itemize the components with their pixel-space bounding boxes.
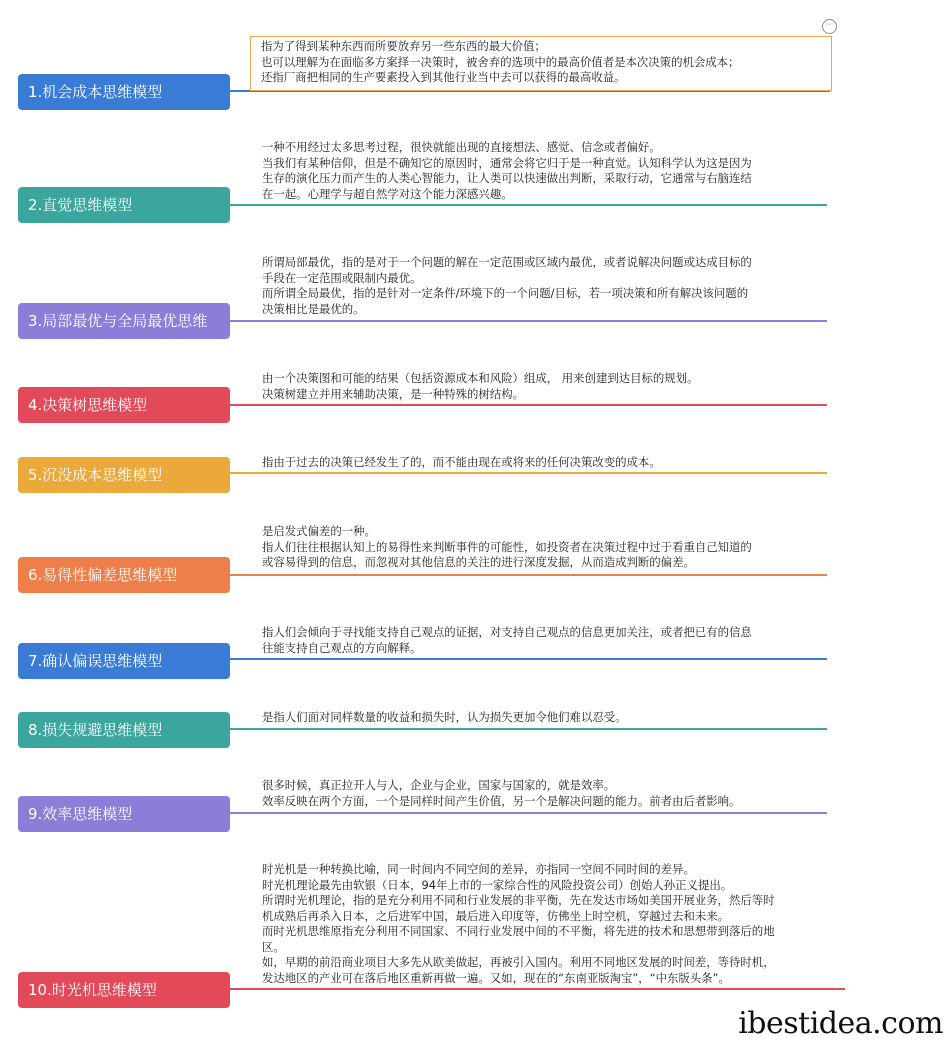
topic-node-7[interactable]: 7.确认偏误思维模型 [18, 643, 230, 679]
connector-line [230, 320, 827, 322]
description-line: 指人们会倾向于寻找能支持自己观点的证据，对支持自己观点的信息更加关注，或者把已有的信息 [262, 625, 752, 639]
connector-line [230, 204, 827, 206]
connector-line [230, 988, 845, 990]
description-line: 是指人们面对同样数量的收益和损失时，认为损失更加令他们难以忍受。 [262, 710, 627, 724]
description-line: 决策树建立并用来辅助决策，是一种特殊的树结构。 [262, 386, 524, 401]
description-line: 往能支持自己观点的方向解释。 [262, 640, 422, 655]
description-line: 机成熟后再杀入日本，之后进军中国，最后进入印度等，仿佛坐上时空机，穿越过去和未来。 [262, 908, 730, 923]
topic-node-6[interactable]: 6.易得性偏差思维模型 [18, 557, 230, 593]
connector-line [230, 404, 827, 406]
description-line: 效率反映在两个方面，一个是同样时间产生价值，另一个是解决问题的能力。前者由后者影响。 [262, 793, 741, 808]
description-line: 由一个决策图和可能的结果（包括资源成本和风险）组成， 用来创建到达目标的规划。 [262, 371, 699, 385]
topic-node-1[interactable]: 1.机会成本思维模型 [18, 74, 230, 110]
topic-description-5 [262, 455, 827, 471]
description-line: 还指厂商把相同的生产要素投入到其他行业当中去可以获得的最高收益。 [261, 70, 626, 84]
description-line: 如，早期的前沿商业项目大多先从欧美做起，再被引入国内。利用不同地区发展的时间差，等待时机， [262, 955, 775, 969]
topic-node-3[interactable]: 3.局部最优与全局最优思维 [18, 303, 230, 339]
description-line: 而所谓全局最优，指的是针对一定条件/环境下的一个问题/目标，若一项决策和所有解决该问题的 [262, 286, 749, 300]
description-line: 时光机是一种转换比喻，同一时间内不同空间的差异，亦指同一空间不同时间的差异。 [262, 862, 695, 876]
topic-description-3 [262, 255, 827, 317]
connector-line [230, 658, 827, 660]
description-line: 在一起。心理学与超自然学对这个能力深感兴趣。 [262, 186, 513, 201]
topic-description-2 [262, 140, 827, 202]
topic-node-9[interactable]: 9.效率思维模型 [18, 796, 230, 832]
connector-line [230, 812, 827, 814]
topic-description-4 [262, 371, 827, 402]
connector-line [230, 574, 827, 576]
topic-description-7 [262, 625, 827, 656]
description-line: 一种不用经过太多思考过程，很快就能出现的直接想法、感觉、信念或者偏好。 [262, 140, 661, 154]
description-line: 或容易得到的信息，而忽视对其他信息的关注的进行深度发掘，从而造成判断的偏差。 [262, 555, 695, 569]
description-line: 很多时候，真正拉开人与人，企业与企业，国家与国家的，就是效率。 [262, 778, 616, 792]
description-line: 决策相比是最优的。 [262, 301, 365, 316]
topic-description-1[interactable] [250, 36, 832, 91]
connector-line [230, 472, 827, 474]
description-line: 所谓局部最优，指的是对于一个问题的解在一定范围或区域内最优，或者说解决问题或达成目标的 [262, 255, 752, 269]
comment-icon[interactable]: ··· [822, 19, 837, 34]
watermark: ibestidea.com [738, 1006, 943, 1041]
description-line: 区。 [262, 939, 285, 954]
topic-description-8 [262, 710, 827, 726]
description-line: 手段在一定范围或限制内最优。 [262, 270, 422, 285]
description-line: 是启发式偏差的一种。 [262, 524, 376, 538]
description-line: 当我们有某种信仰，但是不确知它的原因时，通常会将它归于是一种直觉。认知科学认为这是因为 [262, 155, 752, 170]
description-line: 发达地区的产业可在落后地区重新再做一遍。又如，现在的“东南亚版淘宝”，“中东版头条”。 [262, 970, 730, 985]
topic-node-8[interactable]: 8.损失规避思维模型 [18, 712, 230, 748]
topic-node-10[interactable]: 10.时光机思维模型 [18, 972, 230, 1008]
topic-description-10 [262, 862, 827, 986]
description-line: 指由于过去的决策已经发生了的，而不能由现在或将来的任何决策改变的成本。 [262, 455, 661, 469]
description-line: 也可以理解为在面临多方案择一决策时，被舍弃的选项中的最高价值者是本次决策的机会成本； [261, 54, 740, 69]
connector-line [230, 728, 827, 730]
description-line: 时光机理论最先由软银（日本，94年上市的一家综合性的风险投资公司）创始人孙正义提出。 [262, 877, 733, 892]
description-line: 生存的演化压力而产生的人类心智能力，让人类可以快速做出判断，采取行动，它通常与右脑连结 [262, 171, 752, 185]
topic-node-2[interactable]: 2.直觉思维模型 [18, 187, 230, 223]
description-line: 所谓时光机理论，指的是充分利用不同和行业发展的非平衡，先在发达市场如美国开展业务，然后等时 [262, 893, 775, 907]
description-line: 指为了得到某种东西而所要放弃另一些东西的最大价值； [261, 39, 546, 53]
topic-node-4[interactable]: 4.决策树思维模型 [18, 387, 230, 423]
topic-description-9 [262, 778, 827, 809]
description-line: 指人们往往根据认知上的易得性来判断事件的可能性，如投资者在决策过程中过于看重自己知道的 [262, 539, 752, 554]
topic-node-5[interactable]: 5.沉没成本思维模型 [18, 457, 230, 493]
topic-description-6 [262, 524, 827, 571]
description-line: 而时光机思维原指充分利用不同国家、不同行业发展中间的不平衡，将先进的技术和思想带到落后的地 [262, 924, 775, 938]
